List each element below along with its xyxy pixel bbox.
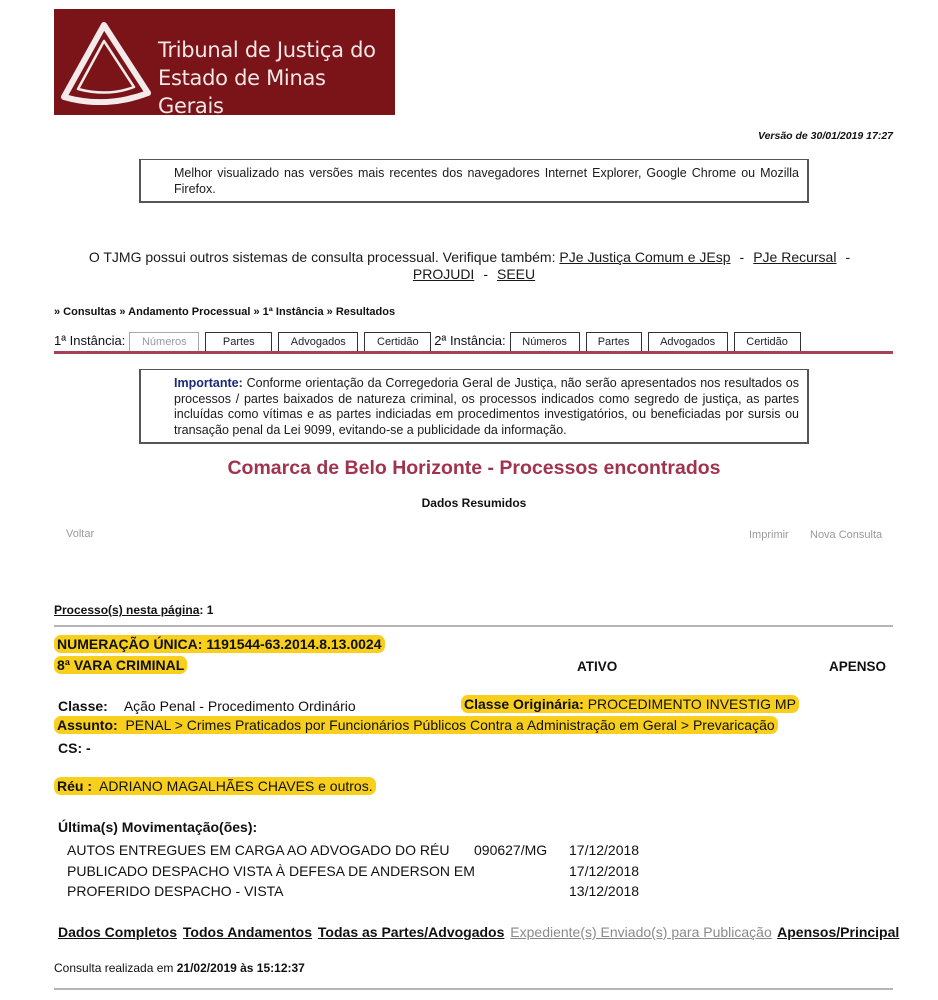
cs-label: CS: -	[58, 740, 91, 756]
published-expedients-link[interactable]: Expediente(s) Enviado(s) para Publicação	[510, 924, 772, 940]
process-number-text[interactable]: NUMERAÇÃO ÚNICA: 1191544-63.2014.8.13.0024	[54, 635, 385, 653]
tab-2a-partes[interactable]: Partes	[586, 332, 642, 351]
movement-row	[67, 863, 667, 884]
link-projudi[interactable]: PROJUDI	[412, 266, 475, 282]
movement-description: PUBLICADO DESPACHO VISTA À DEFESA DE ANDERSON EM	[67, 862, 475, 879]
movement-date: 13/12/2018	[569, 883, 640, 899]
classe-originaria-row	[461, 696, 799, 712]
triangle-logo-icon	[60, 19, 152, 105]
defendant-value: ADRIANO MAGALHÃES CHAVES e outros.	[92, 778, 373, 794]
movement-description: PROFERIDO DESPACHO - VISTA	[67, 883, 284, 899]
results-subtitle: Dados Resumidos	[421, 496, 527, 510]
classe-originaria-value: PROCEDIMENTO INVESTIG MP	[583, 696, 796, 712]
separator: -	[845, 249, 851, 265]
classe-label: Classe:	[58, 698, 108, 714]
tjmg-logo	[54, 9, 395, 118]
process-links	[58, 924, 901, 940]
cs-row	[58, 740, 91, 756]
link-pje-recursal[interactable]: PJe Recursal	[753, 249, 837, 265]
all-movements-link[interactable]: Todos Andamentos	[182, 924, 313, 940]
process-count	[54, 603, 213, 617]
tab-1a-numeros[interactable]: Números	[129, 332, 199, 351]
tab-2a-advogados[interactable]: Advogados	[648, 332, 728, 351]
new-query-link[interactable]: Nova Consulta	[810, 529, 883, 541]
tab-2a-certidao[interactable]: Certidão	[734, 332, 801, 351]
other-systems-intro: O TJMG possui outros sistemas de consulta processual. Verifique também:	[88, 249, 556, 265]
browser-note: Melhor visualizado nas versões mais recentes dos navegadores Internet Explorer, Google Chrome ou Mozilla Firefox.	[139, 159, 809, 203]
defendant-label: Réu :	[57, 778, 92, 794]
movements-table	[67, 842, 667, 904]
apensos-principal-link[interactable]: Apensos/Principal	[777, 924, 900, 940]
query-timestamp-prefix: Consulta realizada em	[54, 961, 177, 975]
tab-1a-certidao[interactable]: Certidão	[364, 332, 431, 351]
movement-row	[67, 842, 667, 863]
other-systems-notice	[54, 249, 894, 283]
tab-1a-partes[interactable]: Partes	[205, 332, 272, 351]
link-pje-justica-comum[interactable]: PJe Justiça Comum e JEsp	[559, 249, 731, 265]
breadcrumb: » Consultas » Andamento Processual » 1ª Instância » Resultados	[54, 306, 396, 318]
logo-line-2: Estado de Minas Gerais	[158, 66, 326, 118]
tab-2a-numeros[interactable]: Números	[510, 332, 580, 351]
process-count-value: : 1	[199, 603, 214, 617]
link-seeu[interactable]: SEEU	[497, 266, 536, 282]
first-instance-label: 1ª Instância:	[54, 333, 126, 348]
logo-text	[158, 36, 395, 120]
divider	[54, 625, 893, 627]
assunto-row	[54, 717, 778, 733]
status-badge: ATIVO	[577, 659, 618, 674]
assunto-value: PENAL > Crimes Praticados por Funcionários Públicos Contra a Administração em Geral > Prevaricação	[117, 717, 775, 733]
results-title: Comarca de Belo Horizonte - Processos encontrados	[227, 457, 721, 479]
second-instance-label: 2ª Instância:	[434, 333, 506, 348]
process-number[interactable]	[54, 636, 385, 652]
court-division	[54, 657, 187, 673]
version-label: Versão de 30/01/2019 17:27	[757, 130, 893, 142]
movement-date: 17/12/2018	[569, 862, 640, 879]
instance-tabs	[54, 332, 893, 354]
court-division-text: 8ª VARA CRIMINAL	[54, 656, 187, 674]
separator: -	[483, 266, 488, 282]
divider	[54, 988, 893, 990]
process-count-label: Processo(s) nesta página	[54, 603, 200, 617]
full-data-link[interactable]: Dados Completos	[58, 924, 178, 940]
movement-description: AUTOS ENTREGUES EM CARGA AO ADVOGADO DO RÉU	[67, 842, 450, 858]
movements-title: Última(s) Movimentação(ões):	[58, 819, 258, 835]
tab-1a-advogados[interactable]: Advogados	[278, 332, 358, 351]
all-parties-link[interactable]: Todas as Partes/Advogados	[317, 924, 505, 940]
assunto-label: Assunto:	[57, 717, 118, 733]
print-link[interactable]: Imprimir	[749, 529, 789, 541]
apenso-label: APENSO	[829, 659, 887, 674]
back-link[interactable]: Voltar	[66, 528, 95, 540]
classe-value: Ação Penal - Procedimento Ordinário	[123, 698, 356, 714]
query-timestamp	[54, 961, 305, 975]
important-text: Conforme orientação da Corregedoria Geral de Justiça, não serão apresentados nos resultados os processos / partes baixados de natureza criminal, os processos indicados como segredo de justiça, as partes incluídas como vítimas e as partes indiciadas em procedimentos investigatórios, ou beneficiadas por sursis ou transação penal da Lei 9099, evitando-se a publicidade da informação.	[174, 376, 799, 437]
separator: -	[739, 249, 745, 265]
important-label: Importante:	[174, 376, 243, 390]
classe-row	[58, 698, 356, 714]
logo-line-1: Tribunal de Justiça do	[158, 38, 376, 62]
movement-code: 090627/MG	[474, 842, 548, 858]
query-timestamp-value: 21/02/2019 às 15:12:37	[176, 961, 305, 975]
important-notice	[139, 369, 809, 444]
movement-row	[67, 883, 667, 904]
classe-originaria-label: Classe Originária:	[464, 696, 584, 712]
defendant-row	[54, 778, 376, 794]
movement-date: 17/12/2018	[569, 842, 640, 858]
